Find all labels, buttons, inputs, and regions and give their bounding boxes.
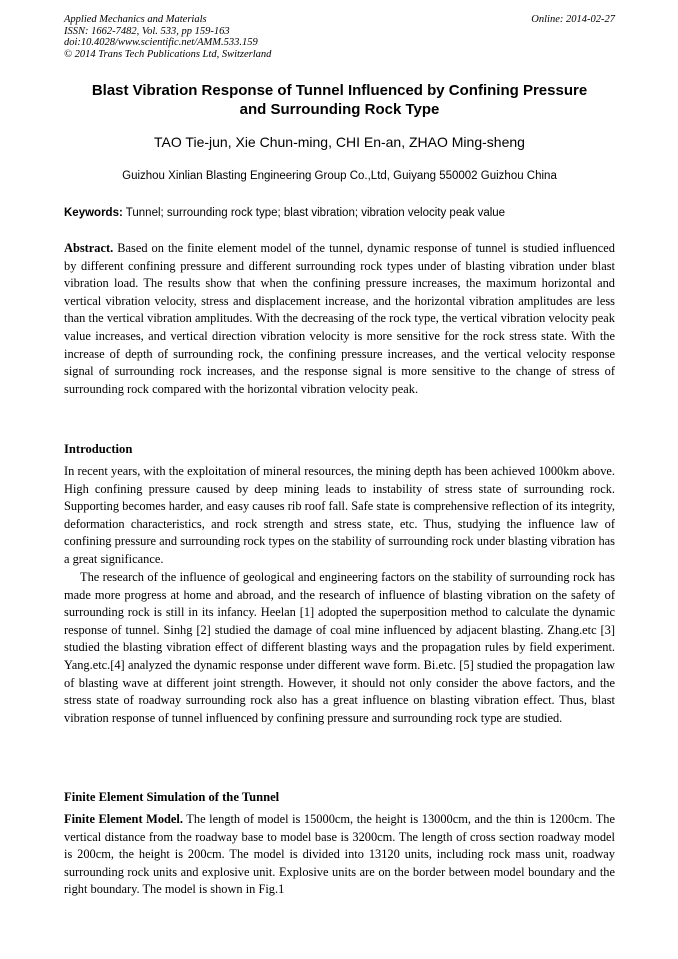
- section-heading-introduction: Introduction: [64, 442, 133, 456]
- intro-paragraph-1: In recent years, with the exploitation of mineral resources, the mining depth has been achieved 1000km above. High confining pressure caused by deep mining leads to instability of stress state of surrounding rock. Supporting becomes harder, and easy causes rib roof fall. Safe state is comprehensive reflection of its integrity, deformation characteristics, and rock strength and stress state, etc. Thus, studying the influence law of confining pressure and surrounding rock types on the stability of surrounding rock under blasting vibration has a great significance.: [64, 464, 615, 566]
- intro-paragraph-2: The research of the influence of geological and engineering factors on the stability of surrounding rock has made more progress at home and abroad, and the research of influence of blasting vibration on the safety of surrounding rock is still in its infancy. Heelan [1] adopted the superposition method to calculate the dynamic response of tunnel. Sinhg [2] studied the damage of coal mine influenced by adjacent blasting. Zhang.etc [3] studied the blasting vibration effect of different blasting ways and the propagation rules by field experiment. Yang.etc.[4] analyzed the dynamic response under different wave form. Bi.etc. [5] studied the propagation law of blasting wave at different joint strength. However, it should not only consider the above factors, and the stress state of roadway surrounding rock also has a great influence on blasting vibration effect. Thus, blast vibration response of tunnel influenced by confining pressure and surrounding rock type are studied.: [64, 570, 615, 725]
- doi-line: doi:10.4028/www.scientific.net/AMM.533.159: [64, 37, 258, 49]
- authors: TAO Tie-jun, Xie Chun-ming, CHI En-an, ZHAO Ming-sheng: [154, 134, 525, 150]
- affiliation: Guizhou Xinlian Blasting Engineering Group Co.,Ltd, Guiyang 550002 Guizhou China: [122, 170, 557, 182]
- fem-text: The length of model is 15000cm, the height is 13000cm, and the thin is 1200cm. The vertical distance from the roadway base to model base is 3200cm. The length of cross section roadway model is 200cm, the height is 200cm. The model is divided into 13120 units, including rock mass unit, roadway surrounding rock units and explosive unit. Explosive units are on the border between model boundary and the right boundary. The model is shown in Fig.1: [64, 812, 615, 897]
- journal-name: Applied Mechanics and Materials: [64, 14, 207, 25]
- section-heading-finite-element: Finite Element Simulation of the Tunnel: [64, 790, 280, 804]
- title-line-1: Blast Vibration Response of Tunnel Influenced by Confining Pressure: [91, 82, 588, 99]
- keywords: [64, 206, 615, 220]
- paper-title: [64, 81, 615, 119]
- abstract-label: Abstract.: [64, 241, 114, 255]
- fem-runin-label: Finite Element Model.: [64, 812, 183, 826]
- keywords-label: Keywords:: [64, 207, 123, 219]
- online-date: Online: 2014-02-27: [531, 14, 615, 25]
- keywords-text: Tunnel; surrounding rock type; blast vibration; vibration velocity peak value: [122, 207, 506, 219]
- abstract-text: Based on the finite element model of the tunnel, dynamic response of tunnel is studied influenced by different confining pressure and different surrounding rock types under of blasting vibration under blast vibration load. The results show that when the confining pressure increases, the maximum horizontal and vertical vibration velocity, stress and displacement increase, and the horizontal vibration amplitudes are less than the vertical vibration amplitudes. With the decreasing of the rock type, the vertical vibration velocity peak value increases, and vertical direction vibration velocity is more sensitive for the rock stress state. With the increase of depth of surrounding rock, the confining pressure increases, and the vertical velocity response signal of surrounding rock increases, and the response signal is more sensitive to the change of stress of surrounding rock compared with the horizontal vibration velocity peak.: [64, 241, 615, 396]
- abstract: [64, 240, 615, 398]
- issn-line: ISSN: 1662-7482, Vol. 533, pp 159-163: [64, 25, 230, 37]
- fem-paragraph: [64, 811, 615, 899]
- copyright-line: © 2014 Trans Tech Publications Ltd, Switzerland: [64, 48, 272, 60]
- journal-header: [64, 14, 615, 60]
- title-line-2: and Surrounding Rock Type: [239, 101, 440, 118]
